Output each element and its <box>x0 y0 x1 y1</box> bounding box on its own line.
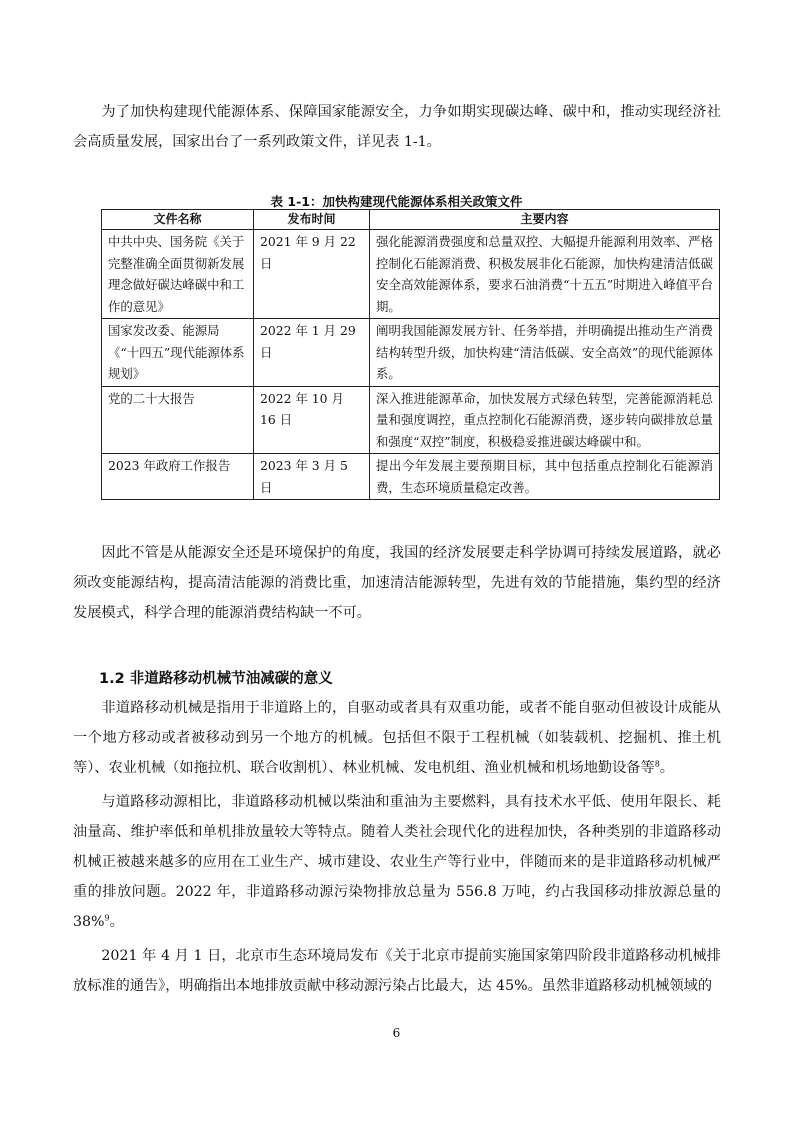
table-header-row <box>102 210 720 230</box>
intro-paragraph: 为了加快构建现代能源体系、保障国家能源安全，力争如期实现碳达峰、碳中和，推动实现经济社会高质量发展，国家出台了一系列政策文件，详见表 1-1。 <box>73 104 721 150</box>
cell-date: 2022 年 1 月 29 日 <box>254 319 370 387</box>
conclusion-paragraph: 因此不管是从能源安全还是环境保护的角度，我国的经济发展要走科学协调可持续发展道路，就必须改变能源结构，提高清洁能源的消费比重，加速清洁能源转型，先进有效的节能措施，集约型的经济发展模式，科学合理的能源消费结构缺一不可。 <box>73 545 721 621</box>
table-row <box>102 386 720 454</box>
table-row <box>102 319 720 387</box>
reference-mark: 8 <box>654 759 660 769</box>
cell-name: 党的二十大报告 <box>102 386 254 454</box>
cell-content: 阐明我国能源发展方针、任务举措，并明确提出推动生产消费结构转型升级，加快构建“清洁低碳、安全高效”的现代能源体系。 <box>370 319 720 387</box>
table-row <box>102 230 720 319</box>
definition-end: 。 <box>659 760 674 776</box>
section-heading: 1.2 非道路移动机械节油减碳的意义 <box>99 671 333 687</box>
cell-date: 2022 年 10 月 16 日 <box>254 386 370 454</box>
table-row <box>102 454 720 500</box>
header-name: 文件名称 <box>102 210 254 230</box>
cell-content: 提出今年发展主要预期目标，其中包括重点控制化石能源消费，生态环境质量稳定改善。 <box>370 454 720 500</box>
emission-end: 。 <box>109 914 124 930</box>
header-date: 发布时间 <box>254 210 370 230</box>
cell-content: 强化能源消费强度和总量双控、大幅提升能源利用效率、严格控制化石能源消费、积极发展非化石能源，加快构建清洁低碳安全高效能源体系，要求石油消费“十五五”时期进入峰值平台期。 <box>370 230 720 319</box>
cell-name: 中共中央、国务院《关于完整准确全面贯彻新发展理念做好碳达峰碳中和工作的意见》 <box>102 230 254 319</box>
reference-mark: 9 <box>104 913 110 923</box>
emission-paragraph <box>73 787 721 937</box>
definition-text: 非道路移动机械是指用于非道路上的，自驱动或者具有双重功能，或者不能自驱动但被设计成能从一个地方移动或者被移动到另一个地方的机械。包括但不限于工程机械（如装载机、挖掘机、推土机等）、农业机械（如拖拉机、联合收割机）、林业机械、发电机组、渔业机械和机场地勤设备等 <box>73 700 721 776</box>
cell-date: 2021 年 9 月 22 日 <box>254 230 370 319</box>
cell-name: 2023 年政府工作报告 <box>102 454 254 500</box>
page-number: 6 <box>392 1026 401 1040</box>
cell-date: 2023 年 3 月 5 日 <box>254 454 370 500</box>
beijing-paragraph: 2021 年 4 月 1 日，北京市生态环境局发布《关于北京市提前实施国家第四阶段非道路移动机械排放标准的通告》，明确指出本地排放贡献中移动源污染占比最大，达 45%。虽然非道路移动机械领域的 <box>73 948 721 994</box>
definition-paragraph <box>73 693 721 783</box>
cell-content: 深入推进能源革命，加快发展方式绿色转型，完善能源消耗总量和强度调控，重点控制化石能源消费，逐步转向碳排放总量和强度“双控”制度，积极稳妥推进碳达峰碳中和。 <box>370 386 720 454</box>
policy-table <box>101 209 720 500</box>
table-caption: 表 1-1：加快构建现代能源体系相关政策文件 <box>270 194 523 209</box>
header-content: 主要内容 <box>370 210 720 230</box>
emission-text: 与道路移动源相比，非道路移动机械以柴油和重油为主要燃料，具有技术水平低、使用年限长、耗油量高、维护率低和单机排放量较大等特点。随着人类社会现代化的进程加快，各种类别的非道路移动机械正被越来越多的应用在工业生产、城市建设、农业生产等行业中，伴随而来的是非道路移动机械严重的排放问题。2022 年，非道路移动源污染物排放总量为 556.8 万吨，约占我国移动排放源总量的 38% <box>73 794 721 930</box>
cell-name: 国家发改委、能源局《“十四五”现代能源体系规划》 <box>102 319 254 387</box>
